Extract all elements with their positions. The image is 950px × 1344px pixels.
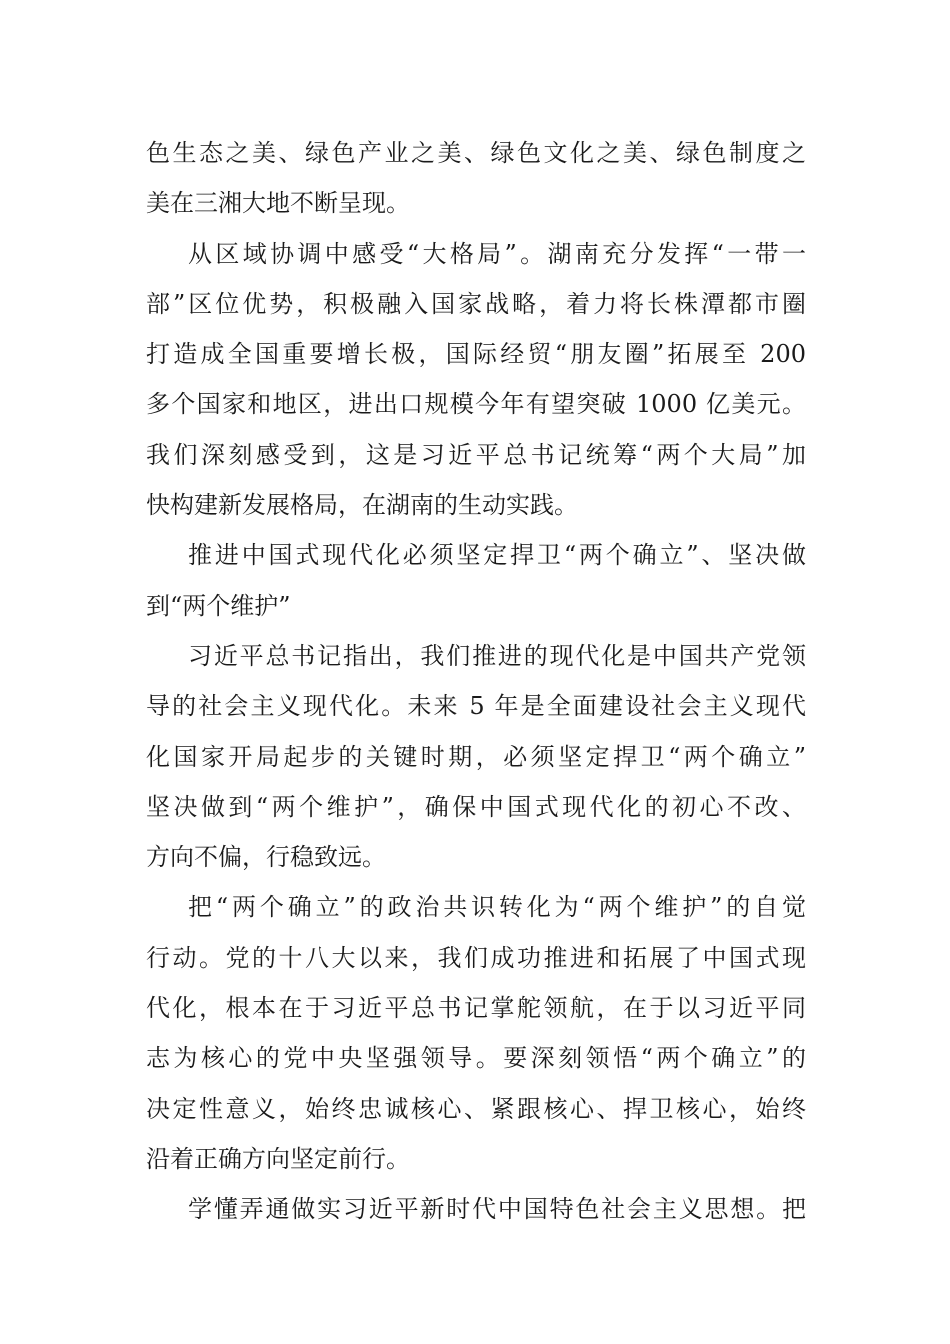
text-line-14: 坚决做到“两个维护”，确保中国式现代化的初心不改、 xyxy=(146,792,806,821)
text-line-8: 快构建新发展格局，在湖南的生动实践。 xyxy=(146,491,578,520)
text-line-16: 把“两个确立”的政治共识转化为“两个维护”的自觉 xyxy=(188,893,806,922)
text-line-3: 从区域协调中感受“大格局”。湖南充分发挥“一带一 xyxy=(188,239,806,268)
text-line-6: 多个国家和地区，进出口规模今年有望突破 1000 亿美元。 xyxy=(146,390,806,419)
text-line-22: 学懂弄通做实习近平新时代中国特色社会主义思想。把 xyxy=(188,1195,806,1224)
text-line-11: 习近平总书记指出，我们推进的现代化是中国共产党领 xyxy=(188,641,806,670)
section-heading-line-1: 推进中国式现代化必须坚定捍卫“两个确立”、坚决做 xyxy=(188,541,806,570)
text-line-20: 决定性意义，始终忠诚核心、紧跟核心、捍卫核心，始终 xyxy=(146,1094,806,1123)
text-line-4: 部”区位优势，积极融入国家战略，着力将长株潭都市圈 xyxy=(146,289,806,318)
text-line-2: 美在三湘大地不断呈现。 xyxy=(146,189,410,218)
text-line-18: 代化，根本在于习近平总书记掌舵领航，在于以习近平同 xyxy=(146,994,806,1023)
text-line-7: 我们深刻感受到，这是习近平总书记统筹“两个大局”加 xyxy=(146,440,806,469)
text-line-19: 志为核心的党中央坚强领导。要深刻领悟“两个确立”的 xyxy=(146,1044,806,1073)
text-line-21: 沿着正确方向坚定前行。 xyxy=(146,1144,410,1173)
text-line-13: 化国家开局起步的关键时期，必须坚定捍卫“两个确立” xyxy=(146,742,806,771)
text-line-1: 色生态之美、绿色产业之美、绿色文化之美、绿色制度之 xyxy=(146,139,806,167)
text-line-12: 导的社会主义现代化。未来 5 年是全面建设社会主义现代 xyxy=(146,692,806,721)
text-line-15: 方向不偏，行稳致远。 xyxy=(146,843,386,872)
document-body xyxy=(146,128,806,1235)
text-line-5: 打造成全国重要增长极，国际经贸“朋友圈”拓展至 200 xyxy=(146,340,806,369)
text-line-17: 行动。党的十八大以来，我们成功推进和拓展了中国式现 xyxy=(146,943,806,972)
section-heading-line-2: 到“两个维护” xyxy=(146,591,291,620)
